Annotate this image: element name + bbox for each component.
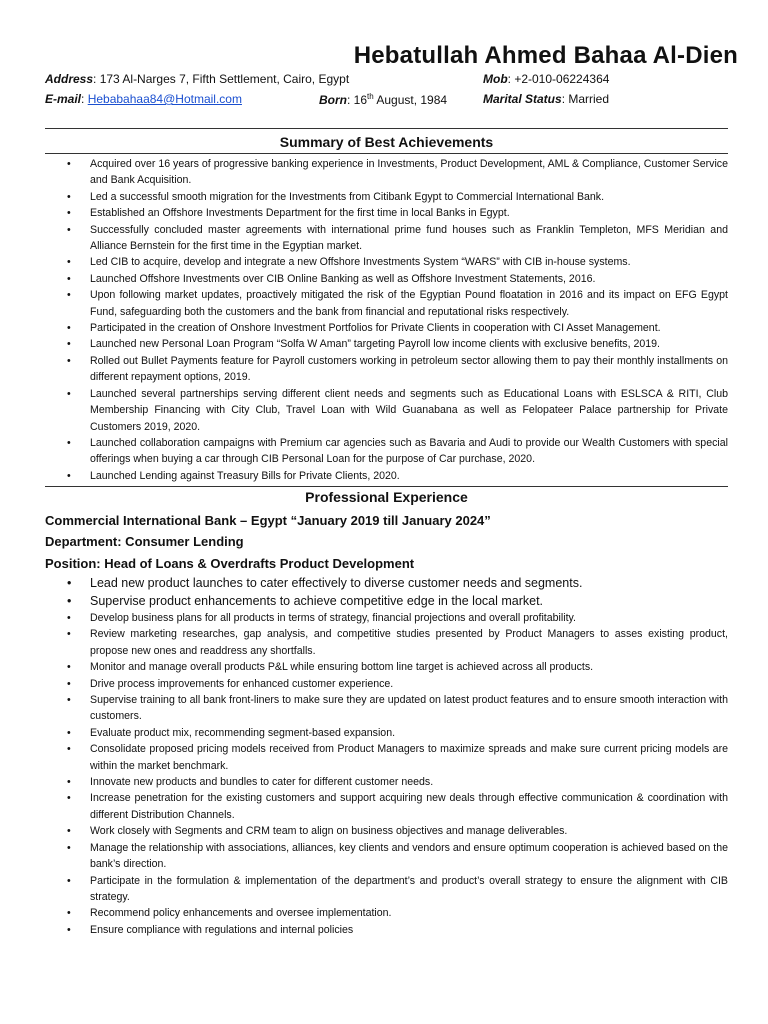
list-item: • Drive process improvements for enhanced customer experience. <box>45 676 728 692</box>
department-line: Department: Consumer Lending <box>45 534 244 549</box>
achievements-list <box>45 156 728 484</box>
email-label: E-mail <box>45 92 82 106</box>
address-value: : 173 Al-Narges 7, Fifth Settlement, Cairo, Egypt <box>93 72 350 86</box>
divider <box>45 128 728 129</box>
list-item: • Review marketing researches, gap analysis, and competitive studies presented by Product Managers to asses existing product, propose new ones and readdress any shortfalls. <box>45 626 728 659</box>
list-item: • Consolidate proposed pricing models received from Product Managers to maximize spreads and make sure current pricing models are within the market benchmark. <box>45 741 728 774</box>
list-item: • Acquired over 16 years of progressive banking experience in Investments, Product Development, AML & Compliance, Customer Service and Bank Acquisition. <box>45 156 728 189</box>
summary-title: Summary of Best Achievements <box>279 134 494 150</box>
list-item: • Led a successful smooth migration for the Investments from Citibank Egypt to Commercial International Bank. <box>45 189 728 205</box>
list-item: • Lead new product launches to cater effectively to diverse customer needs and segments. <box>45 574 728 592</box>
list-item: • Work closely with Segments and CRM team to align on business objectives and manage deliverables. <box>45 823 728 839</box>
marital-status-line <box>483 92 609 106</box>
list-item: • Launched several partnerships serving different client needs and segments such as Educational Loans with ESLSCA & RITI, Club Membership Financing with City Club, Travel Loan with Wild Guanabana as well as Felopateer Palace partnership for Private Customers 2019, 2020. <box>45 386 728 435</box>
list-item: • Upon following market updates, proactively mitigated the risk of the Egyptian Pound floatation in 2016 and its impact on EFG Egypt Fund, safeguarding both the customers and the bank from financial and reputational risks respectively. <box>45 287 728 320</box>
list-item: • Monitor and manage overall products P&L while ensuring bottom line target is achieved across all products. <box>45 659 728 675</box>
list-item: • Launched new Personal Loan Program “Solfa W Aman” targeting Payroll low income clients with exclusive benefits, 2019. <box>45 336 728 352</box>
list-item: • Launched Lending against Treasury Bills for Private Clients, 2020. <box>45 468 728 484</box>
list-item: • Recommend policy enhancements and oversee implementation. <box>45 905 728 921</box>
birth-date-line: Born: 16th August, 1984 <box>319 92 448 107</box>
candidate-name: Hebatullah Ahmed Bahaa Al-Dien <box>353 42 738 69</box>
list-item: • Increase penetration for the existing customers and support acquiring new deals through effective communication & coordination with different Distribution Channels. <box>45 790 728 823</box>
list-item: • Launched Offshore Investments over CIB Online Banking as well as Offshore Investment Statements, 2016. <box>45 271 728 287</box>
list-item: • Rolled out Bullet Payments feature for Payroll customers working in petroleum sector allowing them to pay their monthly installments on different repayment options, 2019. <box>45 353 728 386</box>
address-line <box>45 72 349 86</box>
list-item: • Evaluate product mix, recommending segment-based expansion. <box>45 725 728 741</box>
email-line: E-mail: Hebabahaa84@Hotmail.com <box>45 92 242 106</box>
responsibilities-list <box>45 574 728 938</box>
list-item: • Led CIB to acquire, develop and integrate a new Offshore Investments System “WARS” with CIB in-house systems. <box>45 254 728 270</box>
divider <box>45 153 728 154</box>
list-item: • Manage the relationship with associations, alliances, key clients and vendors and ensure optimum cooperation is achieved based on the bank’s direction. <box>45 840 728 873</box>
born-label: Born <box>319 93 347 107</box>
list-item: • Participated in the creation of Onshore Investment Portfolios for Private Clients in cooperation with CI Asset Management. <box>45 320 728 336</box>
marital-status-value: : Married <box>561 92 610 106</box>
list-item: • Develop business plans for all products in terms of strategy, financial projections and overall profitability. <box>45 610 728 626</box>
list-item: • Supervise product enhancements to achieve competitive edge in the local market. <box>45 592 728 610</box>
divider <box>45 486 728 487</box>
list-item: • Launched collaboration campaigns with Premium car agencies such as Bavaria and Audi to provide our Wealth Customers with special offerings when buying a car through CIB Personal Loan for the purpose of Car purchase, 2020. <box>45 435 728 468</box>
list-item: • Ensure compliance with regulations and internal policies <box>45 922 728 938</box>
list-item: • Participate in the formulation & implementation of the department’s and product’s overall strategy to ensure the alignment with CIB strategy. <box>45 873 728 906</box>
mobile-line <box>483 72 609 86</box>
mobile-label: Mob <box>483 72 508 86</box>
address-label: Address <box>45 72 94 86</box>
email-link[interactable]: Hebabahaa84@Hotmail.com <box>87 92 242 106</box>
company-line: Commercial International Bank – Egypt “January 2019 till January 2024” <box>45 513 491 528</box>
experience-title: Professional Experience <box>305 489 468 505</box>
mobile-value: : +2-010-06224364 <box>507 72 610 86</box>
marital-status-label: Marital Status <box>483 92 562 106</box>
list-item: • Successfully concluded master agreements with international prime fund houses such as Franklin Templeton, MFS Meridian and Alliance Bernstein for the first time in the Egyptian market. <box>45 222 728 255</box>
position-line: Position: Head of Loans & Overdrafts Product Development <box>45 556 415 571</box>
list-item: • Supervise training to all bank front-liners to make sure they are updated on latest product features and to ensure smooth interaction with customers. <box>45 692 728 725</box>
list-item: • Established an Offshore Investments Department for the first time in local Banks in Egypt. <box>45 205 728 221</box>
list-item: • Innovate new products and bundles to cater for different customer needs. <box>45 774 728 790</box>
